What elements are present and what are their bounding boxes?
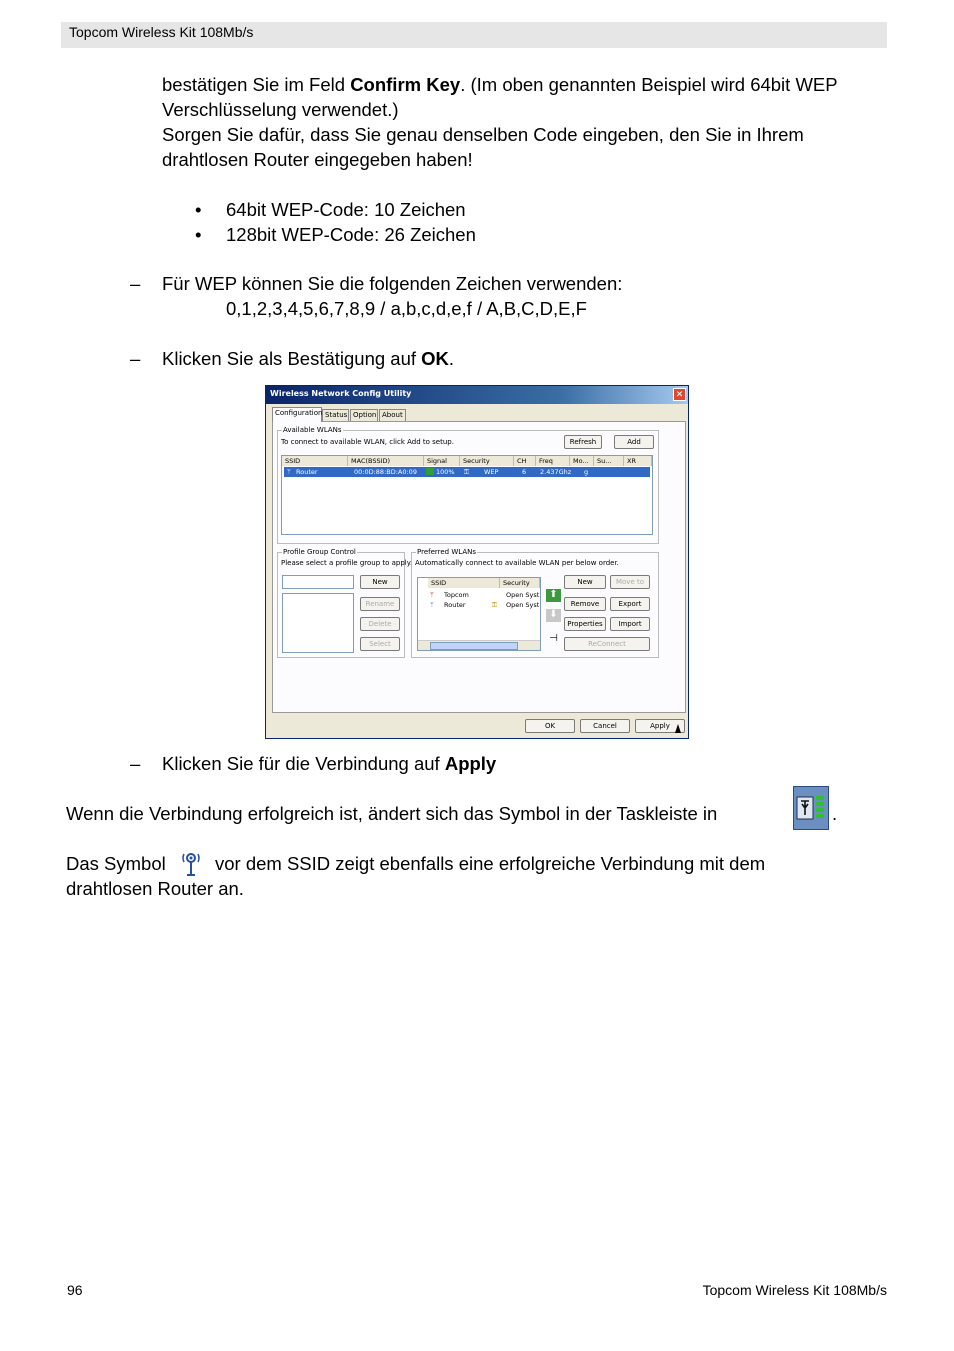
column-xr[interactable]: XR (624, 456, 652, 466)
pin-icon[interactable]: ⊣ (549, 633, 558, 644)
column-ssid[interactable]: SSID (428, 578, 500, 588)
row-mac: 00:0D:88:BD:A0:09 (354, 468, 417, 476)
refresh-button[interactable]: Refresh (564, 435, 602, 449)
tab-status[interactable]: Status (322, 409, 349, 421)
profile-select-button[interactable]: Select (360, 637, 400, 651)
success-text-end: . (832, 803, 838, 824)
tray-connected-icon-graphic (794, 787, 828, 829)
header-title: Topcom Wireless Kit 108Mb/s (69, 24, 254, 40)
wep-chars: 0,1,2,3,4,5,6,7,8,9 / a,b,c,d,e,f / A,B,C,D,E,F (226, 298, 587, 319)
column-ssid[interactable]: SSID (282, 456, 348, 466)
key-icon: ⚿ (492, 601, 497, 609)
symbol-text-line2: drahtlosen Router an. (66, 878, 244, 899)
profile-new-button[interactable]: New (360, 575, 400, 589)
ssid-connected-antenna-icon (180, 851, 202, 877)
mouse-cursor-icon (675, 724, 681, 733)
paragraph-line-2: Verschlüsselung verwendet.) (162, 99, 399, 120)
move-down-icon[interactable]: ⬇ (546, 609, 561, 622)
profile-group-input[interactable] (282, 575, 354, 589)
scrollbar-thumb[interactable] (430, 642, 518, 650)
row-ch: 6 (522, 468, 527, 476)
tab-configuration[interactable]: Configuration (272, 407, 322, 422)
available-wlans-hint: To connect to available WLAN, click Add to setup. (281, 438, 454, 446)
column-security[interactable]: Security (500, 578, 540, 588)
profile-group-label: Profile Group Control (283, 548, 356, 556)
profile-group-list[interactable] (282, 593, 354, 653)
row-security: WEP (484, 468, 499, 476)
horizontal-scrollbar[interactable] (418, 640, 540, 650)
row-freq: 2.437Ghz (540, 468, 572, 476)
connected-antenna-icon: ᛘ (287, 468, 291, 476)
preferred-wlans-group (411, 548, 659, 658)
preferred-row[interactable] (420, 590, 538, 600)
cancel-button[interactable]: Cancel (580, 719, 630, 733)
profile-rename-button[interactable]: Rename (360, 597, 400, 611)
row-ssid: Router (296, 468, 318, 476)
wlan-row-selected[interactable] (284, 467, 650, 477)
row-mode: g (584, 468, 589, 476)
paragraph-line-3: Sorgen Sie dafür, dass Sie genau denselben Code eingeben, den Sie in Ihrem (162, 124, 804, 145)
paragraph-line-1: bestätigen Sie im Feld Confirm Key. (Im oben genannten Beispiel wird 64bit WEP (162, 74, 838, 95)
column-ch[interactable]: CH (514, 456, 536, 466)
row-ssid: Router (444, 601, 466, 609)
row-security: Open Syst (506, 591, 540, 599)
column-signal[interactable]: Signal (424, 456, 460, 466)
profile-delete-button[interactable]: Delete (360, 617, 400, 631)
profile-group-hint: Please select a profile group to apply. (281, 559, 413, 567)
antenna-icon: ᛘ (430, 591, 434, 599)
tab-option[interactable]: Option (350, 409, 378, 421)
preferred-wlans-hint: Automatically connect to available WLAN per below order. (415, 559, 619, 567)
available-wlans-list[interactable] (281, 455, 653, 535)
apply-button[interactable]: Apply (635, 719, 685, 733)
column-mode[interactable]: Mo... (570, 456, 594, 466)
preferred-wlans-label: Preferred WLANs (417, 548, 477, 556)
column-freq[interactable]: Freq (536, 456, 570, 466)
profile-group-control (277, 548, 413, 658)
tray-connected-icon (793, 786, 829, 830)
row-security: Open Syst (506, 601, 540, 609)
connected-antenna-icon: ᛘ (430, 601, 434, 609)
wep-chars-intro: Für WEP können Sie die folgenden Zeichen verwenden: (162, 273, 623, 294)
add-button[interactable]: Add (614, 435, 654, 449)
ok-instruction: Klicken Sie als Bestätigung auf OK. (162, 348, 455, 369)
running-header (61, 22, 887, 48)
preferred-wlans-list[interactable] (417, 577, 541, 651)
signal-bar-icon (426, 468, 434, 475)
column-security[interactable]: Security (460, 456, 514, 466)
tab-about[interactable]: About (379, 409, 406, 421)
bullet-item: 128bit WEP-Code: 26 Zeichen (226, 224, 476, 245)
remove-button[interactable]: Remove (564, 597, 606, 611)
preferred-row[interactable] (420, 600, 538, 610)
paragraph-line-4: drahtlosen Router eingegeben haben! (162, 149, 473, 170)
dialog-titlebar (266, 386, 688, 404)
export-button[interactable]: Export (610, 597, 650, 611)
symbol-text-pre: Das Symbol (66, 853, 166, 874)
page-number: 96 (67, 1282, 83, 1298)
success-text: Wenn die Verbindung erfolgreich ist, ändert sich das Symbol in der Taskleiste in (66, 803, 718, 824)
move-to-button[interactable]: Move to (610, 575, 650, 589)
bullet-mark: • (195, 224, 202, 245)
import-button[interactable]: Import (610, 617, 650, 631)
column-mac[interactable]: MAC(BSSID) (348, 456, 424, 466)
dash-mark: – (130, 273, 141, 294)
footer-title: Topcom Wireless Kit 108Mb/s (702, 1282, 887, 1298)
key-icon: ⚿ (464, 468, 469, 476)
preferred-new-button[interactable]: New (564, 575, 606, 589)
column-super[interactable]: Su... (594, 456, 624, 466)
move-up-icon[interactable]: ⬆ (546, 589, 561, 602)
available-wlans-label: Available WLANs (283, 426, 342, 434)
reconnect-button[interactable]: ReConnect (564, 637, 650, 651)
row-ssid: Topcom (444, 591, 469, 599)
wireless-config-dialog (265, 385, 689, 739)
apply-instruction: Klicken Sie für die Verbindung auf Apply (162, 753, 497, 774)
configuration-panel (272, 421, 686, 713)
dash-mark: – (130, 348, 141, 369)
bullet-item: 64bit WEP-Code: 10 Zeichen (226, 199, 466, 220)
available-wlans-group (277, 426, 659, 544)
bullet-mark: • (195, 199, 202, 220)
dash-mark: – (130, 753, 141, 774)
ok-button[interactable]: OK (525, 719, 575, 733)
symbol-text-post: vor dem SSID zeigt ebenfalls eine erfolgreiche Verbindung mit dem (215, 853, 766, 874)
properties-button[interactable]: Properties (564, 617, 606, 631)
close-icon[interactable]: ✕ (673, 388, 686, 401)
row-signal: 100% (436, 468, 455, 476)
dialog-title: Wireless Network Config Utility (270, 389, 412, 398)
